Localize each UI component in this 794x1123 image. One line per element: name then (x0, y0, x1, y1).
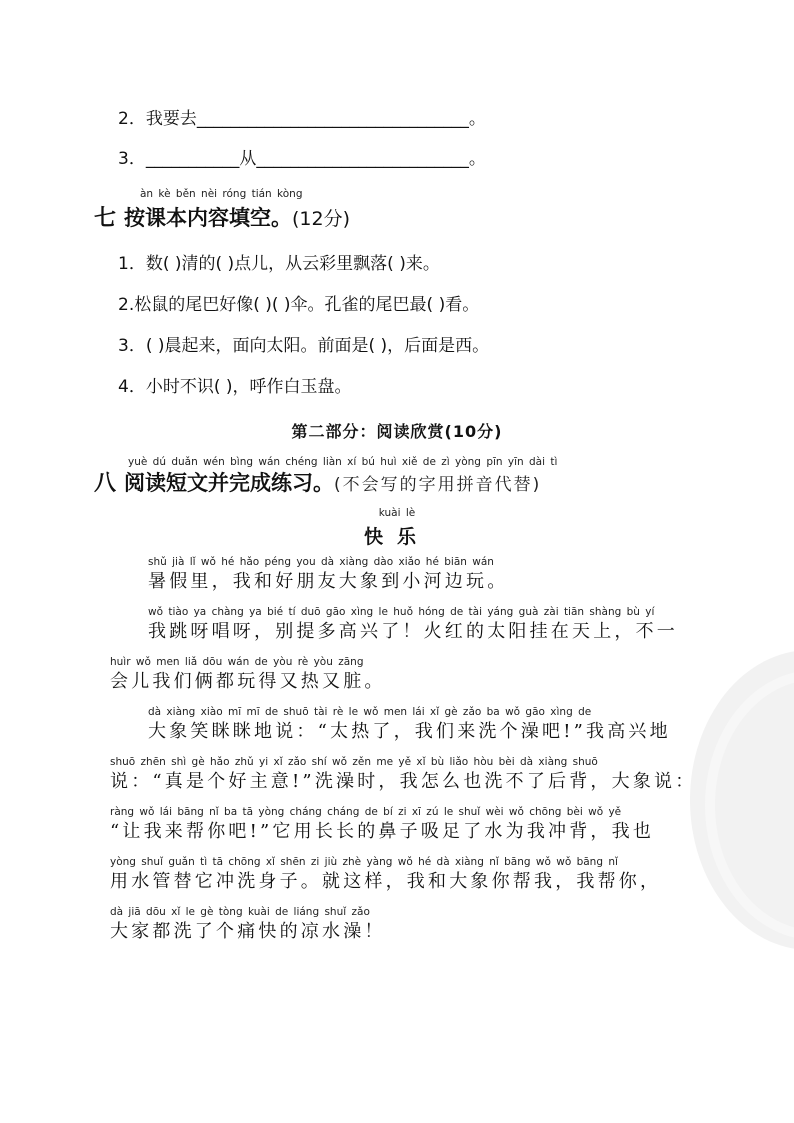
story-pinyin-8: dà jiā dōu xǐ le gè tòng kuài de liáng shuǐ zǎo (110, 906, 370, 918)
story-line-7: 用水管替它冲洗身子。就这样，我和大象你帮我，我帮你， (110, 871, 662, 892)
part2-title: 第二部分：阅读欣赏(10分) (291, 422, 503, 441)
fill-line-2: 2．我要去________________________________。 (118, 109, 486, 129)
story-pinyin-7: yòng shuǐ guǎn tì tā chōng xǐ shēn zi jiù zhè yàng wǒ hé dà xiàng nǐ bāng wǒ wǒ bāng nǐ (110, 856, 618, 868)
section7-score: (12分) (292, 208, 351, 230)
story-title: 快乐 (363, 526, 430, 548)
section7-item-4: 4．小时不识( )，呼作白玉盘。 (118, 377, 352, 397)
section8-number: 八 (94, 471, 117, 496)
story-line-3: 会儿我们俩都玩得又热又脏。 (110, 671, 386, 692)
story-pinyin-5: shuō zhēn shì gè hǎo zhǔ yi xǐ zǎo shí wǒ zěn me yě xǐ bù liǎo hòu bèi dà xiàng shuō (110, 756, 598, 768)
story-line-2: 我跳呀唱呀，别提多高兴了！火红的太阳挂在天上，不一 (148, 621, 678, 642)
story-pinyin-3: huìr wǒ men liǎ dōu wán de yòu rè yòu zāng (110, 656, 364, 668)
section7-item-2: 2.松鼠的尾巴好像( )( )伞。孔雀的尾巴最( )看。 (118, 295, 480, 315)
section8-note: (不会写的字用拼音代替) (334, 475, 542, 495)
story-line-5: 说：“真是个好主意!”洗澡时，我怎么也洗不了后背，大象说： (110, 771, 697, 792)
section8-title: 阅读短文并完成练习。 (124, 471, 335, 495)
fill-line-3: 3．___________从_________________________。 (118, 149, 486, 169)
section8-heading (94, 468, 541, 500)
story-line-6: “让我来帮你吧!”它用长长的鼻子吸足了水为我冲背，我也 (110, 821, 655, 842)
story-pinyin-4: dà xiàng xiào mī mī de shuō tài rè le wǒ men lái xǐ gè zǎo ba wǒ gāo xìng de (148, 706, 592, 718)
story-pinyin-6: ràng wǒ lái bāng nǐ ba tā yòng cháng cháng de bí zi xī zú le shuǐ wèi wǒ chōng bèi wǒ yě (110, 806, 622, 818)
story-line-1: 暑假里，我和好朋友大象到小河边玩。 (148, 571, 509, 592)
story-title-pinyin: kuài lè (378, 507, 416, 519)
section7-item-3: 3．( )晨起来，面向太阳。前面是( )，后面是西。 (118, 336, 490, 356)
section7-heading (94, 203, 350, 234)
story-pinyin-1: shǔ jià lǐ wǒ hé hǎo péng you dà xiàng dào xiǎo hé biān wán (148, 556, 494, 568)
section7-pinyin: àn kè běn nèi róng tián kòng (140, 188, 303, 200)
section8-pinyin: yuè dú duǎn wén bìng wán chéng liàn xí bú huì xiě de zì yòng pīn yīn dài tì (128, 456, 558, 468)
section7-title: 按课本内容填空。 (124, 206, 293, 230)
section7-number: 七 (94, 206, 117, 231)
section7-item-1: 1．数( )清的( )点儿，从云彩里飘落( )来。 (118, 254, 440, 274)
story-line-4: 大象笑眯眯地说：“太热了，我们来洗个澡吧!”我高兴地 (148, 721, 671, 742)
story-line-8: 大家都洗了个痛快的凉水澡！ (110, 921, 386, 942)
story-pinyin-2: wǒ tiào ya chàng ya bié tí duō gāo xìng le huǒ hóng de tài yáng guà zài tiān shàng bù yí (148, 606, 655, 618)
